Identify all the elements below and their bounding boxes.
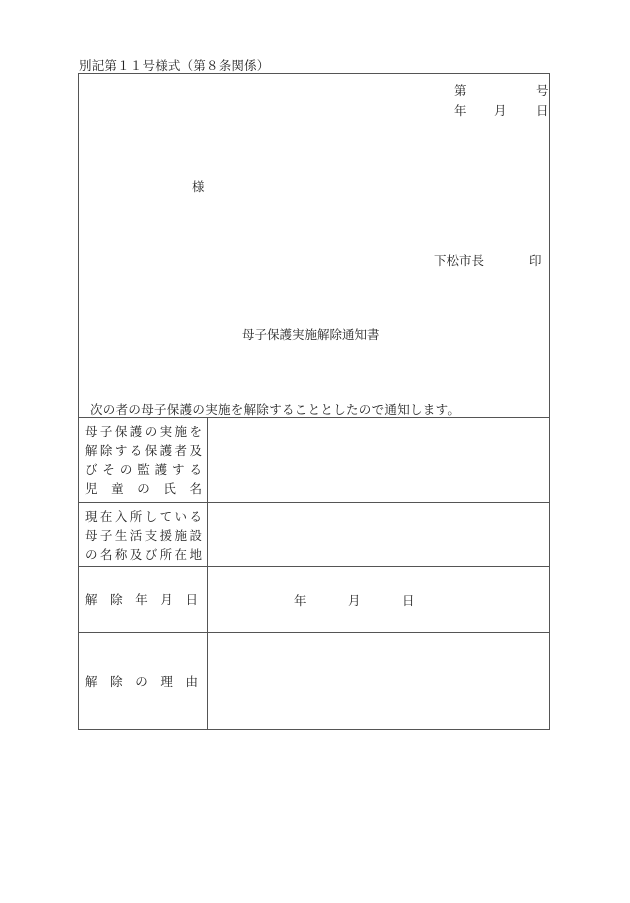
value-facility-name-address[interactable] — [208, 503, 549, 566]
label-line: の 名 称 及 び 所 在 地 — [85, 547, 202, 562]
value-guardian-child-name[interactable] — [208, 418, 549, 502]
issuer-name: 下松市長 — [434, 253, 485, 268]
issue-date-year: 年 — [454, 103, 467, 118]
table-row-release-reason — [79, 633, 549, 730]
issue-date-month: 月 — [494, 103, 507, 118]
document-title: 母子保護実施解除通知書 — [242, 327, 380, 342]
label-release-date — [79, 567, 208, 632]
label-line: び そ の 監 護 す る — [85, 462, 202, 477]
label-line: 現 在 入 所 し て い る — [85, 509, 202, 524]
value-release-date[interactable] — [208, 567, 549, 632]
label-line: 解 除 す る 保 護 者 及 — [85, 443, 202, 458]
form-title: 別記第１１号様式（第８条関係） — [79, 58, 270, 73]
notice-form — [78, 73, 550, 730]
release-date-year: 年 — [294, 593, 307, 608]
label-line: 解 除 年 月 日 — [85, 592, 198, 607]
table-row-guardian-child-name — [79, 418, 549, 503]
label-line: 母 子 生 活 支 援 施 設 — [85, 528, 202, 543]
release-date-month: 月 — [348, 593, 361, 608]
document-number-suffix: 号 — [536, 83, 549, 98]
seal-mark: 印 — [529, 253, 542, 268]
label-facility-name-address — [79, 503, 208, 566]
table-row-facility — [79, 503, 549, 567]
table-row-release-date — [79, 567, 549, 633]
notice-statement: 次の者の母子保護の実施を解除することとしたので通知します。 — [90, 402, 461, 417]
issue-date-day: 日 — [536, 103, 549, 118]
label-line: 児 童 の 氏 名 — [85, 481, 202, 496]
label-line: 解 除 の 理 由 — [85, 674, 198, 689]
release-date-day: 日 — [402, 593, 415, 608]
label-release-reason — [79, 633, 208, 730]
label-line: 母 子 保 護 の 実 施 を — [85, 424, 202, 439]
notice-header — [79, 74, 549, 418]
document-number-prefix: 第 — [454, 83, 467, 98]
addressee-suffix: 様 — [192, 179, 205, 194]
value-release-reason[interactable] — [208, 633, 549, 730]
label-guardian-child-name — [79, 418, 208, 502]
notice-table — [79, 417, 549, 730]
